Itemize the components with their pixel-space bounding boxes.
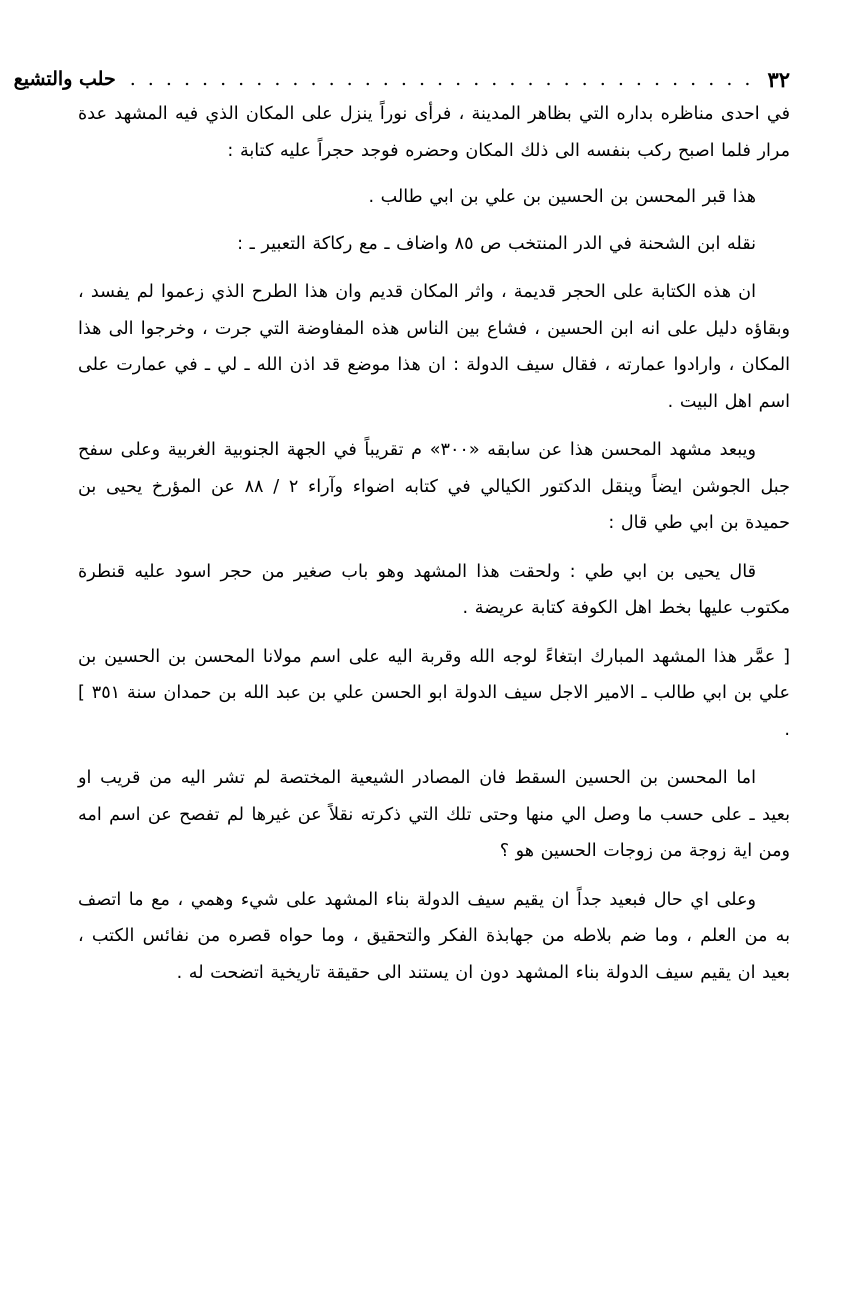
paragraph-ibn-shihna-citation: نقله ابن الشحنة في الدر المنتخب ص ٨٥ واضاف ـ مع ركاكة التعبير ـ : [237, 233, 756, 254]
paragraph-stone-inscription-old: ان هذه الكتابة على الحجر قديمة ، واثر المكان قديم وان هذا الطرح الذي زعموا لم يفسد ، وبقاؤه دليل على انه ابن الحسين ، فشاع بين الناس هذه المفاوضة التي جرت ، وخرجوا الى هذا المكان ، وارادوا عمارته ، فقال سيف الدولة : ان هذا موضع قد اذن الله ـ لي ـ في عمارت على اسم اهل البيت . [78, 282, 790, 412]
paragraph-construction-inscription: [ عمَّر هذا المشهد المبارك ابتغاءً لوجه الله وقربة اليه على اسم مولانا المحسن بن الحسين بن علي بن ابي طالب ـ الامير الاجل سيف الدولة ابو الحسن علي بن عبد الله بن حمدان سنة ٣٥١ ] . [78, 646, 790, 740]
page-header [13, 62, 790, 96]
running-title: حلب والتشيع [13, 68, 116, 90]
paragraph-vision-continuation: في احدى مناظره بداره التي بظاهر المدينة ، فرأى نوراً ينزل على المكان الذي فيه المشهد عدة مرار فلما اصبح ركب بنفسه الى ذلك المكان وحضره فوجد حجراً عليه كتابة : [78, 104, 790, 161]
header-dot-leader: . . . . . . . . . . . . . . . . . . . . . . . . . . . . . . . . . . . [129, 68, 754, 90]
paragraph-yahya-account: قال يحيى بن ابي طي : ولحقت هذا المشهد وهو باب صغير من حجر اسود عليه قنطرة مكتوب عليها بخط اهل الكوفة كتابة عريضة . [78, 561, 790, 618]
paragraph-shrine-location: ويبعد مشهد المحسن هذا عن سابقه «٣٠٠» م تقريباً في الجهة الجنوبية الغربية وعلى سفح جبل الجوشن ايضاً وينقل الدكتور الكيالي في كتابه اضواء وآراء ٢ / ٨٨ عن المؤرخ يحيى بن حميدة بن ابي طي قال : [78, 440, 790, 533]
paragraph-inscription-quote: هذا قبر المحسن بن الحسين بن علي بن ابي طالب . [368, 187, 756, 207]
paragraph-conclusion: وعلى اي حال فبعيد جداً ان يقيم سيف الدولة بناء المشهد على شيء وهمي ، مع ما اتصف به من العلم ، وما ضم بلاطه من جهابذة الفكر والتحقيق ، وما حواه قصره من نفائس الكتب ، بعيد ان يقيم سيف الدولة بناء المشهد دون ان يستند الى حقيقة تاريخية اتضحت له . [78, 889, 790, 983]
book-page [13, 62, 790, 991]
paragraph-shia-sources: اما المحسن بن الحسين السقط فان المصادر الشيعية المختصة لم تشر اليه من قريب او بعيد ـ على حسب ما وصل الي منها وحتى تلك التي ذكرته نقلاً عن غيرها لم تفصح عن اسم امه ومن اية زوجة من زوجات الحسين هو ؟ [78, 768, 790, 861]
page-number: ٣٢ [767, 66, 790, 92]
